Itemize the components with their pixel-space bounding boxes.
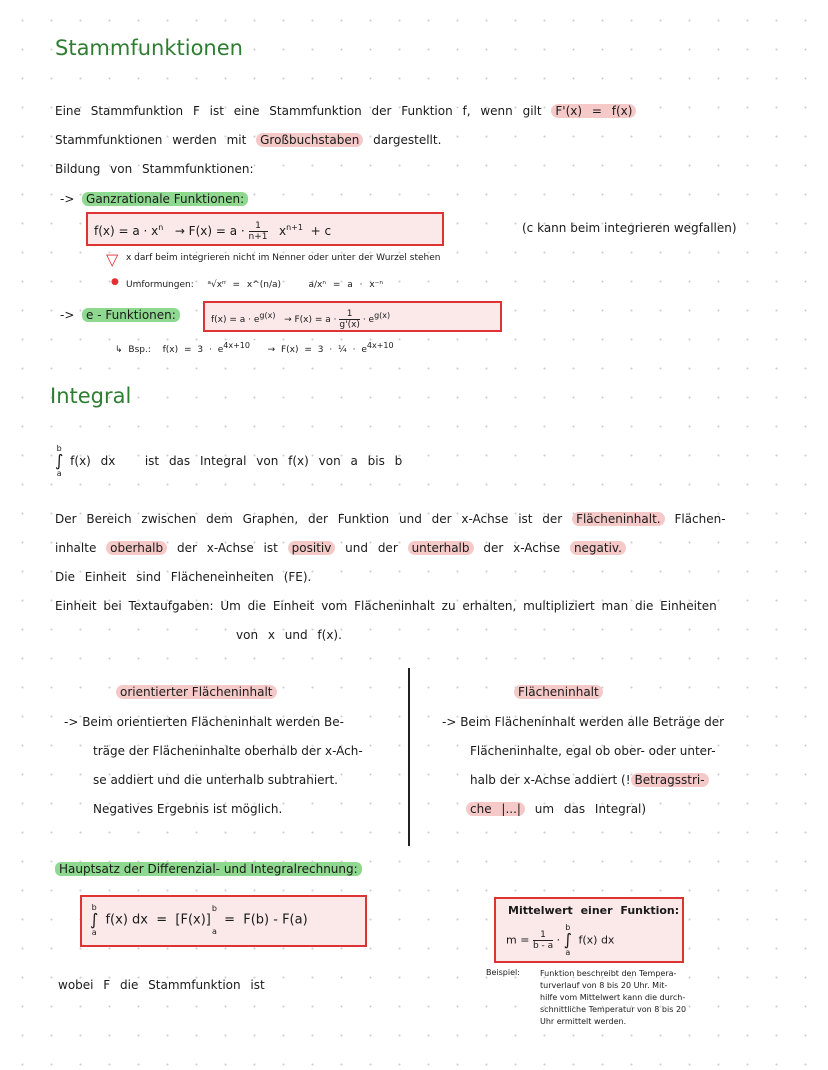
highlight: negativ. bbox=[570, 541, 626, 555]
highlight: Großbuchstaben bbox=[256, 133, 363, 147]
e-funktion-row bbox=[60, 308, 180, 322]
fraction bbox=[249, 221, 268, 242]
mittelwert-formula bbox=[506, 923, 614, 957]
lower-bound: a bbox=[565, 948, 571, 957]
upper-bound: b bbox=[91, 903, 97, 912]
ganzrational-formula-box bbox=[86, 212, 444, 246]
right-line: -> Beim Flächeninhalt werden alle Beträge der bbox=[442, 715, 725, 729]
fraction bbox=[533, 930, 553, 951]
integral-line bbox=[55, 444, 402, 478]
example-F: → F(x) = 3 · ¼ · e bbox=[267, 345, 367, 355]
hauptsatz-formula bbox=[90, 903, 308, 937]
bracket-limits bbox=[212, 904, 217, 936]
paragraph-line-5: von x und f(x). bbox=[236, 628, 342, 642]
integral-with-limits bbox=[564, 923, 572, 957]
umformung-fraction: a/xⁿ = a · x⁻ⁿ bbox=[308, 280, 383, 290]
denominator: g'(x) bbox=[339, 320, 360, 330]
beispiel-line: schnittliche Temperatur von 8 bis 20 bbox=[540, 1005, 687, 1014]
wobei-line: wobei F die Stammfunktion ist bbox=[58, 978, 265, 992]
exponent: g(x) bbox=[374, 311, 391, 320]
beispiel-line: Uhr ermittelt werden. bbox=[540, 1017, 627, 1026]
text: Stammfunktionen werden mit bbox=[55, 133, 247, 147]
mittelwert-title: Mittelwert einer Funktion: bbox=[508, 904, 680, 917]
definition-highlight: F'(x) = f(x) bbox=[551, 104, 636, 118]
exponent: g(x) bbox=[259, 311, 276, 320]
formula-part: · e bbox=[362, 315, 375, 325]
fraction bbox=[339, 309, 360, 330]
hauptsatz-formula-box bbox=[80, 895, 367, 947]
highlight: orientierter Flächeninhalt bbox=[116, 685, 277, 699]
exponent: 4x+10 bbox=[366, 341, 394, 350]
highlight: oberhalb bbox=[106, 541, 167, 555]
right-line: Flächeninhalte, egal ob ober- oder unter- bbox=[470, 744, 716, 758]
definition-line bbox=[55, 104, 636, 118]
left-line: -> Beim orientierten Flächeninhalt werden Be- bbox=[64, 715, 344, 729]
integral-with-limits bbox=[90, 903, 98, 937]
e-funktion-formula-box bbox=[203, 301, 502, 332]
integral-sign-icon: ∫ bbox=[563, 930, 572, 949]
warning-dot-icon: ● bbox=[111, 277, 119, 287]
stammfunktionen-title: Stammfunktionen bbox=[55, 36, 243, 60]
ganzrational-formula bbox=[94, 221, 331, 242]
beispiel-line: hilfe vom Mittelwert kann die durch- bbox=[540, 993, 686, 1002]
umformungen-line bbox=[126, 279, 383, 292]
highlight: Betragsstri- bbox=[631, 773, 709, 787]
text: Flächen- bbox=[674, 512, 726, 526]
lower-bound: a bbox=[211, 927, 217, 936]
paragraph-line-2 bbox=[55, 541, 626, 555]
beispiel-text bbox=[540, 968, 686, 1028]
left-column-title bbox=[116, 685, 277, 699]
label: Umformungen: bbox=[126, 280, 194, 290]
left-line: se addiert und die unterhalb subtrahiert. bbox=[93, 773, 338, 787]
warning-triangle-icon: ▽ bbox=[106, 250, 119, 269]
upper-bound: b bbox=[565, 923, 571, 932]
text: um das Integral) bbox=[534, 802, 647, 816]
denominator: n+1 bbox=[248, 232, 268, 242]
beispiel-label: Beispiel: bbox=[486, 968, 520, 977]
definition-text: Eine Stammfunktion F ist eine Stammfunktion der Funktion f, wenn gilt bbox=[55, 104, 542, 118]
integral-sign-icon: ∫ bbox=[55, 451, 64, 470]
text: und der bbox=[345, 541, 398, 555]
formula-part: f(x) dx = [F(x)] bbox=[105, 912, 211, 928]
formula-part: f(x) = a · e bbox=[211, 315, 260, 325]
highlight: Hauptsatz der Differenzial- und Integralrechnung: bbox=[55, 862, 362, 876]
lower-bound: a bbox=[91, 928, 97, 937]
denominator: b - a bbox=[532, 940, 554, 951]
numerator: 1 bbox=[533, 930, 553, 941]
e-funktion-formula bbox=[211, 309, 390, 330]
e-funktion-label: e - Funktionen: bbox=[82, 308, 180, 322]
capital-letter-line bbox=[55, 133, 441, 147]
beispiel-line: Funktion beschreibt den Tempera- bbox=[540, 969, 677, 978]
exponent: 4x+10 bbox=[223, 341, 250, 350]
arrow: -> bbox=[60, 192, 75, 206]
text: halb der x-Achse addiert (! bbox=[470, 773, 631, 787]
integral-text: f(x) dx ist das Integral von f(x) von a bis b bbox=[70, 454, 403, 468]
highlight: Flächeninhalt. bbox=[572, 512, 665, 526]
mittelwert-box bbox=[494, 897, 684, 963]
upper-bound: b bbox=[211, 904, 217, 913]
ganzrational-row bbox=[60, 192, 248, 206]
formula-part: → F(x) = a · bbox=[174, 224, 245, 238]
example-line bbox=[115, 339, 394, 357]
text: Der Bereich zwischen dem Graphen, der Funktion und der x-Achse ist der bbox=[55, 512, 563, 526]
column-divider bbox=[408, 668, 410, 846]
formula-part: + c bbox=[310, 224, 332, 238]
lower-bound: a bbox=[56, 469, 62, 478]
exponent: n bbox=[158, 223, 164, 232]
arrow: -> bbox=[60, 308, 75, 322]
formula-part: f(x) dx bbox=[578, 933, 615, 947]
dot: · bbox=[556, 933, 561, 947]
integral-title: Integral bbox=[50, 384, 132, 408]
text: der x-Achse ist bbox=[176, 541, 278, 555]
bildung-heading: Bildung von Stammfunktionen: bbox=[55, 162, 254, 176]
right-column-title bbox=[514, 685, 603, 699]
left-line: träge der Flächeninhalte oberhalb der x-Ach- bbox=[93, 744, 363, 758]
formula-part: = F(b) - F(a) bbox=[224, 912, 308, 928]
warning-text: x darf beim integrieren nicht im Nenner oder unter der Wurzel stehen bbox=[126, 253, 441, 263]
paragraph-line-3: Die Einheit sind Flächeneinheiten (FE). bbox=[55, 570, 312, 584]
numerator: 1 bbox=[339, 309, 360, 320]
ganzrational-label: Ganzrationale Funktionen: bbox=[82, 192, 248, 206]
exponent: n+1 bbox=[286, 223, 303, 232]
right-line bbox=[470, 773, 709, 787]
hauptsatz-title bbox=[55, 862, 362, 876]
highlight: positiv bbox=[288, 541, 336, 555]
integral-with-limits bbox=[55, 444, 63, 478]
label: ↳ Bsp.: bbox=[115, 345, 151, 355]
formula-part: f(x) = a · x bbox=[94, 224, 159, 238]
formula-part: m = bbox=[506, 933, 530, 947]
integral-sign-icon: ∫ bbox=[90, 910, 99, 929]
paragraph-line-4: Einheit bei Textaufgaben: Um die Einheit vom Flächeninhalt zu erhalten, multipliziert man die Einheiten bbox=[55, 599, 717, 613]
text: inhalte bbox=[55, 541, 97, 555]
highlight: che |...| bbox=[466, 802, 525, 816]
highlight: Flächeninhalt bbox=[514, 685, 603, 699]
right-line bbox=[466, 802, 646, 816]
c-note: (c kann beim integrieren wegfallen) bbox=[522, 221, 737, 235]
text: dargestellt. bbox=[373, 133, 442, 147]
paragraph-line-1 bbox=[55, 512, 726, 526]
upper-bound: b bbox=[56, 444, 62, 453]
beispiel-line: turverlauf von 8 bis 20 Uhr. Mit- bbox=[540, 981, 668, 990]
example-f: f(x) = 3 · e bbox=[162, 345, 224, 355]
left-line: Negatives Ergebnis ist möglich. bbox=[93, 802, 283, 816]
highlight: unterhalb bbox=[408, 541, 474, 555]
text: der x-Achse bbox=[483, 541, 561, 555]
numerator: 1 bbox=[249, 221, 268, 232]
formula-part: x bbox=[278, 224, 287, 238]
formula-part: → F(x) = a · bbox=[284, 315, 337, 325]
umformung-root: ᵃ√xⁿ = x^(n/a) bbox=[207, 280, 282, 290]
